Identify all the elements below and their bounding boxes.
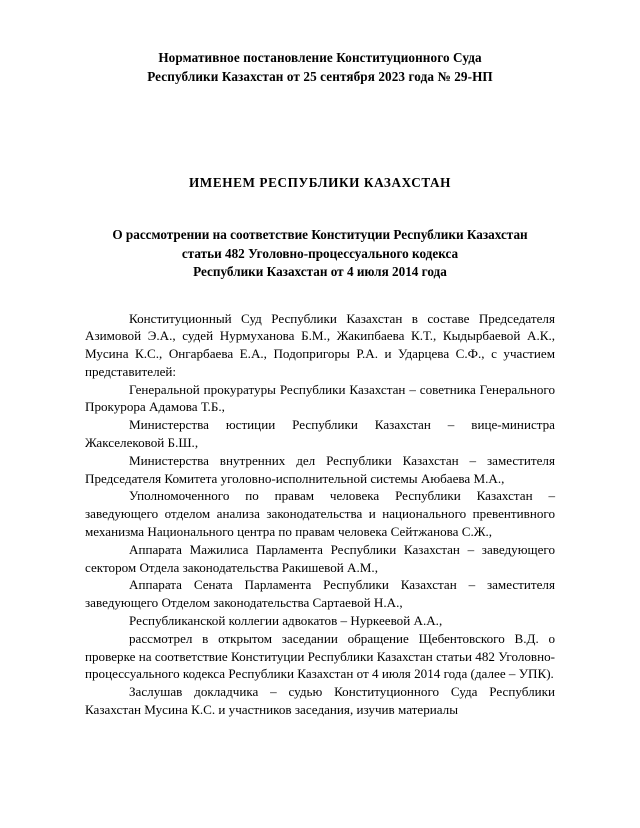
body-paragraph: Министерства юстиции Республики Казахстан – вице-министра Жакселековой Б.Ш., bbox=[85, 417, 555, 451]
body-paragraph: Республиканской коллегии адвокатов – Нуркеевой А.А., bbox=[129, 613, 443, 629]
title-spacer bbox=[85, 192, 555, 226]
body-paragraph: Министерства внутренних дел Республики Казахстан – заместителя Председателя Комитета уголовно-исполнительной системы Аюбаева М.А., bbox=[85, 452, 555, 486]
body-paragraph: Аппарата Сената Парламента Республики Казахстан – заместителя заведующего Отделом законодательства Сартаевой Н.А., bbox=[85, 577, 555, 611]
subject-title-line-2: статьи 482 Уголовно-процессуального кодекса bbox=[181, 245, 459, 261]
body-spacer bbox=[85, 282, 555, 310]
document-header-line-2: Республики Казахстан от 25 сентября 2023 года № 29-НП bbox=[147, 69, 493, 84]
document-subject-title bbox=[85, 226, 555, 282]
body-paragraph: рассмотрел в открытом заседании обращение Щебентовского В.Д. о проверке на соответствие Конституции Республики Казахстан статьи 482 Уголовно-процессуального кодекса Республики Казахстан от 4 июля 2014 года (далее – УПК). bbox=[85, 630, 555, 682]
document-body bbox=[85, 310, 555, 719]
body-paragraph: Аппарата Мажилиса Парламента Республики Казахстан – заведующего сектором Отдела законодательства Ракишевой А.М., bbox=[85, 541, 555, 575]
document-header bbox=[85, 0, 555, 86]
body-paragraph: Уполномоченного по правам человека Республики Казахстан – заведующего отделом анализа законодательства и национального превентивного механизма Национального центра по правам человека Сейтжанова С.Ж., bbox=[85, 488, 555, 540]
body-paragraph: Генеральной прокуратуры Республики Казахстан – советника Генерального Прокурора Адамова Т.Б., bbox=[85, 381, 555, 415]
document-header-line-1: Нормативное постановление Конституционного Суда bbox=[158, 50, 482, 65]
body-paragraph: Заслушав докладчика – судью Конституционного Суда Республики Казахстан Мусина К.С. и участников заседания, изучив материалы bbox=[85, 684, 555, 718]
header-spacer bbox=[85, 86, 555, 174]
subject-title-line-3: Республики Казахстан от 4 июля 2014 года bbox=[193, 264, 447, 279]
in-the-name-of-republic-heading: ИМЕНЕМ РЕСПУБЛИКИ КАЗАХСТАН bbox=[188, 175, 452, 190]
body-paragraph: Конституционный Суд Республики Казахстан в составе Председателя Азимовой Э.А., судей Нурмуханова Б.М., Жакипбаева К.Т., Кыдырбаевой А.К., Мусина К.С., Онгарбаева Е.А., Подопригоры Р.А. и Ударцева С.Ф., с участием представителей: bbox=[85, 310, 555, 379]
subject-title-line-1: О рассмотрении на соответствие Конституции Республики Казахстан bbox=[112, 227, 528, 242]
